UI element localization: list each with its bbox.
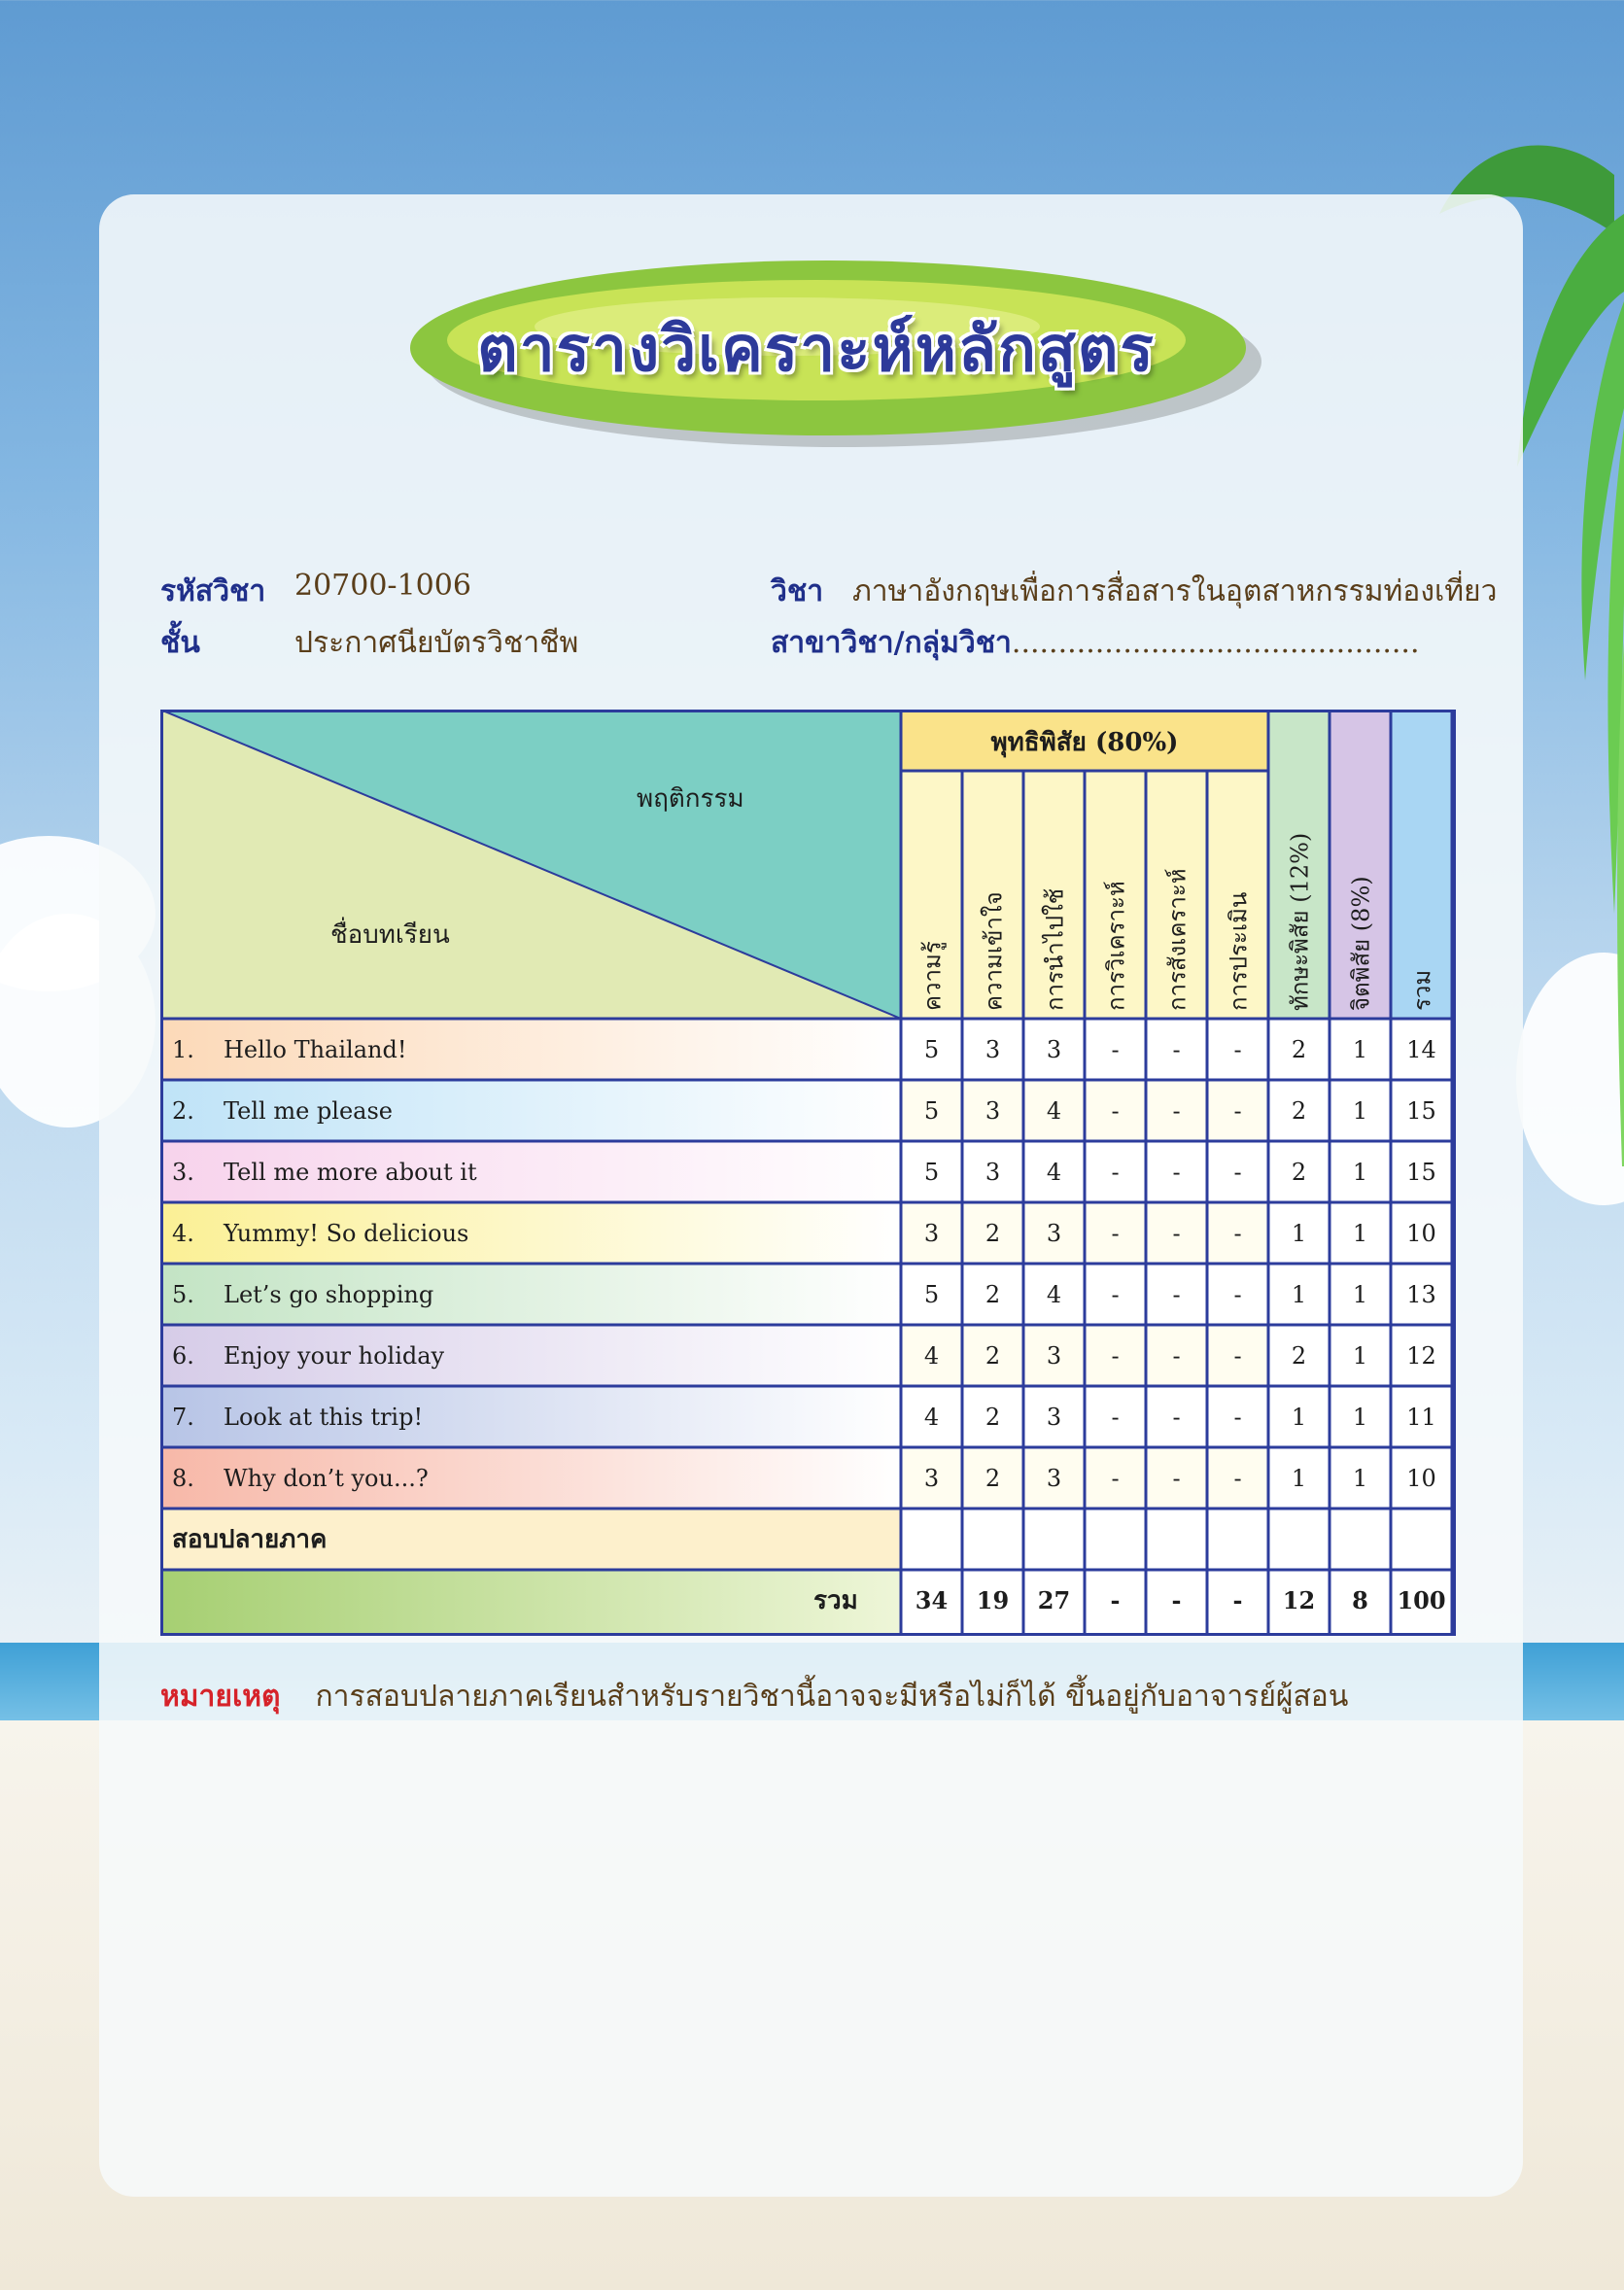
lesson-value: 3 <box>1046 1036 1062 1063</box>
column-header-label: ความรู้ <box>918 941 947 1011</box>
lesson-value: - <box>1172 1159 1181 1186</box>
final-exam-label: สอบปลายภาค <box>172 1525 328 1554</box>
lesson-value: 3 <box>985 1036 1001 1063</box>
lesson-value: - <box>1111 1097 1120 1125</box>
lesson-value: - <box>1233 1465 1242 1492</box>
lesson-value: 10 <box>1406 1465 1436 1492</box>
lesson-value: - <box>1172 1036 1181 1063</box>
value-cell <box>1391 1509 1452 1570</box>
lesson-value: 2 <box>1291 1159 1307 1186</box>
value-cell <box>962 1509 1023 1570</box>
lesson-value: 4 <box>1046 1097 1062 1125</box>
lesson-value: - <box>1172 1404 1181 1431</box>
lesson-name: Yummy! So delicious <box>224 1220 469 1247</box>
lesson-value: 3 <box>923 1465 940 1492</box>
lesson-value: - <box>1233 1097 1242 1125</box>
lesson-value: 4 <box>923 1342 940 1370</box>
lesson-name: Why don’t you...? <box>224 1465 429 1492</box>
note <box>160 1674 1348 1719</box>
lesson-value: 1 <box>1352 1036 1368 1063</box>
column-header-label: ความเข้าใจ <box>980 891 1008 1011</box>
cognitive-header-label: พุทธิพิสัย (80%) <box>990 728 1179 757</box>
lesson-value: - <box>1111 1404 1120 1431</box>
note-text: การสอบปลายภาคเรียนสำหรับรายวิชานี้อาจจะมีหรือไม่ก็ได้ ขึ้นอยู่กับอาจารย์ผู้สอน <box>315 1680 1349 1714</box>
corner-top-label: พฤติกรรม <box>637 784 744 814</box>
lesson-value: 3 <box>1046 1465 1062 1492</box>
lesson-value: 15 <box>1406 1159 1436 1186</box>
value-cell <box>1146 1509 1207 1570</box>
page-title: ตารางวิเคราะห์หลักสูตร <box>477 314 1156 386</box>
lesson-number: 4. <box>172 1220 194 1247</box>
subject-label: วิชา <box>771 574 824 608</box>
branch-label: สาขาวิชา/กลุ่มวิชา............................................ <box>771 626 1420 660</box>
lesson-value: 14 <box>1406 1036 1436 1063</box>
total-label-cell <box>160 1570 901 1636</box>
lesson-value: 1 <box>1291 1404 1307 1431</box>
lesson-number: 1. <box>172 1036 194 1063</box>
lesson-value: 13 <box>1406 1281 1436 1308</box>
lesson-name: Look at this trip! <box>224 1404 424 1431</box>
lesson-value: 1 <box>1352 1220 1368 1247</box>
lesson-value: - <box>1172 1281 1181 1308</box>
column-header-label: การประเมิน <box>1225 891 1253 1011</box>
lesson-value: 3 <box>923 1220 940 1247</box>
lesson-value: 11 <box>1406 1404 1436 1431</box>
lesson-value: 1 <box>1352 1342 1368 1370</box>
lesson-value: - <box>1111 1465 1120 1492</box>
column-header-label: ทักษะพิสัย (12%) <box>1286 832 1314 1011</box>
lesson-value: - <box>1233 1281 1242 1308</box>
lesson-value: 5 <box>923 1036 940 1063</box>
total-value: 34 <box>915 1586 949 1614</box>
lesson-value: 1 <box>1352 1097 1368 1125</box>
total-value: 100 <box>1397 1586 1446 1614</box>
lesson-number: 7. <box>172 1404 194 1431</box>
lesson-value: - <box>1233 1220 1242 1247</box>
lesson-value: 5 <box>923 1159 940 1186</box>
column-header-label: การวิเคราะห์ <box>1102 881 1130 1011</box>
column-header-label: การนำไปใช้ <box>1041 887 1069 1011</box>
total-value: - <box>1232 1586 1243 1614</box>
total-value: 8 <box>1352 1586 1368 1614</box>
total-value: 12 <box>1282 1586 1316 1614</box>
lesson-value: - <box>1111 1220 1120 1247</box>
lesson-value: 12 <box>1406 1342 1436 1370</box>
lesson-value: - <box>1111 1342 1120 1370</box>
subject-name: ภาษาอังกฤษเพื่อการสื่อสารในอุตสาหกรรมท่องเที่ยว <box>852 574 1498 608</box>
total-value: - <box>1110 1586 1121 1614</box>
lesson-name: Hello Thailand! <box>224 1036 407 1063</box>
value-cell <box>1023 1509 1085 1570</box>
lesson-value: 2 <box>985 1220 1001 1247</box>
lesson-number: 6. <box>172 1342 194 1370</box>
lesson-value: - <box>1233 1404 1242 1431</box>
curriculum-table-svg <box>160 710 1456 1636</box>
course-code-label: รหัสวิชา <box>160 574 266 608</box>
lesson-value: - <box>1233 1342 1242 1370</box>
lesson-value: 1 <box>1352 1159 1368 1186</box>
lesson-value: 3 <box>985 1097 1001 1125</box>
corner-bottom-label: ชื่อบทเรียน <box>330 920 450 950</box>
total-value: - <box>1171 1586 1182 1614</box>
total-label: รวม <box>813 1586 858 1615</box>
lesson-value: 3 <box>1046 1342 1062 1370</box>
lesson-value: 1 <box>1352 1465 1368 1492</box>
value-cell <box>1268 1509 1330 1570</box>
lesson-value: 1 <box>1352 1404 1368 1431</box>
lesson-value: 4 <box>1046 1159 1062 1186</box>
branch-value: ............................................ <box>1011 626 1420 660</box>
lesson-value: 10 <box>1406 1220 1436 1247</box>
lesson-value: - <box>1233 1159 1242 1186</box>
lesson-value: 2 <box>985 1281 1001 1308</box>
lesson-value: 1 <box>1291 1465 1307 1492</box>
note-label: หมายเหตุ <box>160 1680 281 1714</box>
value-cell <box>1085 1509 1146 1570</box>
lesson-number: 3. <box>172 1159 194 1186</box>
lesson-number: 2. <box>172 1097 194 1125</box>
lesson-value: 1 <box>1291 1281 1307 1308</box>
course-code: 20700-1006 <box>294 569 471 603</box>
lesson-value: - <box>1111 1036 1120 1063</box>
value-cell <box>901 1509 962 1570</box>
lesson-value: - <box>1111 1281 1120 1308</box>
level-label: ชั้น <box>160 626 200 660</box>
lesson-value: - <box>1172 1342 1181 1370</box>
column-header-label: จิตพิสัย (8%) <box>1347 876 1375 1011</box>
lesson-value: - <box>1172 1097 1181 1125</box>
lesson-value: 2 <box>985 1465 1001 1492</box>
lesson-value: - <box>1233 1036 1242 1063</box>
lesson-name: Enjoy your holiday <box>224 1342 445 1370</box>
value-cell <box>1207 1509 1268 1570</box>
total-value: 27 <box>1037 1586 1071 1614</box>
lesson-value: - <box>1172 1465 1181 1492</box>
lesson-number: 8. <box>172 1465 194 1492</box>
lesson-value: 5 <box>923 1097 940 1125</box>
curriculum-table <box>160 710 1456 1636</box>
lesson-value: 2 <box>1291 1342 1307 1370</box>
lesson-value: 2 <box>1291 1097 1307 1125</box>
lesson-value: 1 <box>1291 1220 1307 1247</box>
lesson-value: 2 <box>1291 1036 1307 1063</box>
lesson-value: 2 <box>985 1342 1001 1370</box>
lesson-name: Tell me more about it <box>224 1159 477 1186</box>
lesson-value: 4 <box>923 1404 940 1431</box>
level-value: ประกาศนียบัตรวิชาชีพ <box>294 626 579 660</box>
title-banner <box>379 233 1273 467</box>
lesson-value: 15 <box>1406 1097 1436 1125</box>
lesson-name: Tell me please <box>224 1097 393 1125</box>
lesson-value: 2 <box>985 1404 1001 1431</box>
lesson-value: 3 <box>1046 1220 1062 1247</box>
lesson-value: - <box>1172 1220 1181 1247</box>
column-header-label: การสังเคราะห์ <box>1163 868 1192 1011</box>
lesson-name: Let’s go shopping <box>224 1281 434 1308</box>
lesson-value: 1 <box>1352 1281 1368 1308</box>
value-cell <box>1330 1509 1391 1570</box>
lesson-value: 5 <box>923 1281 940 1308</box>
lesson-value: - <box>1111 1159 1120 1186</box>
lesson-value: 3 <box>985 1159 1001 1186</box>
lesson-value: 3 <box>1046 1404 1062 1431</box>
lesson-number: 5. <box>172 1281 194 1308</box>
total-value: 19 <box>976 1586 1010 1614</box>
column-header-label: รวม <box>1408 969 1436 1011</box>
lesson-value: 4 <box>1046 1281 1062 1308</box>
